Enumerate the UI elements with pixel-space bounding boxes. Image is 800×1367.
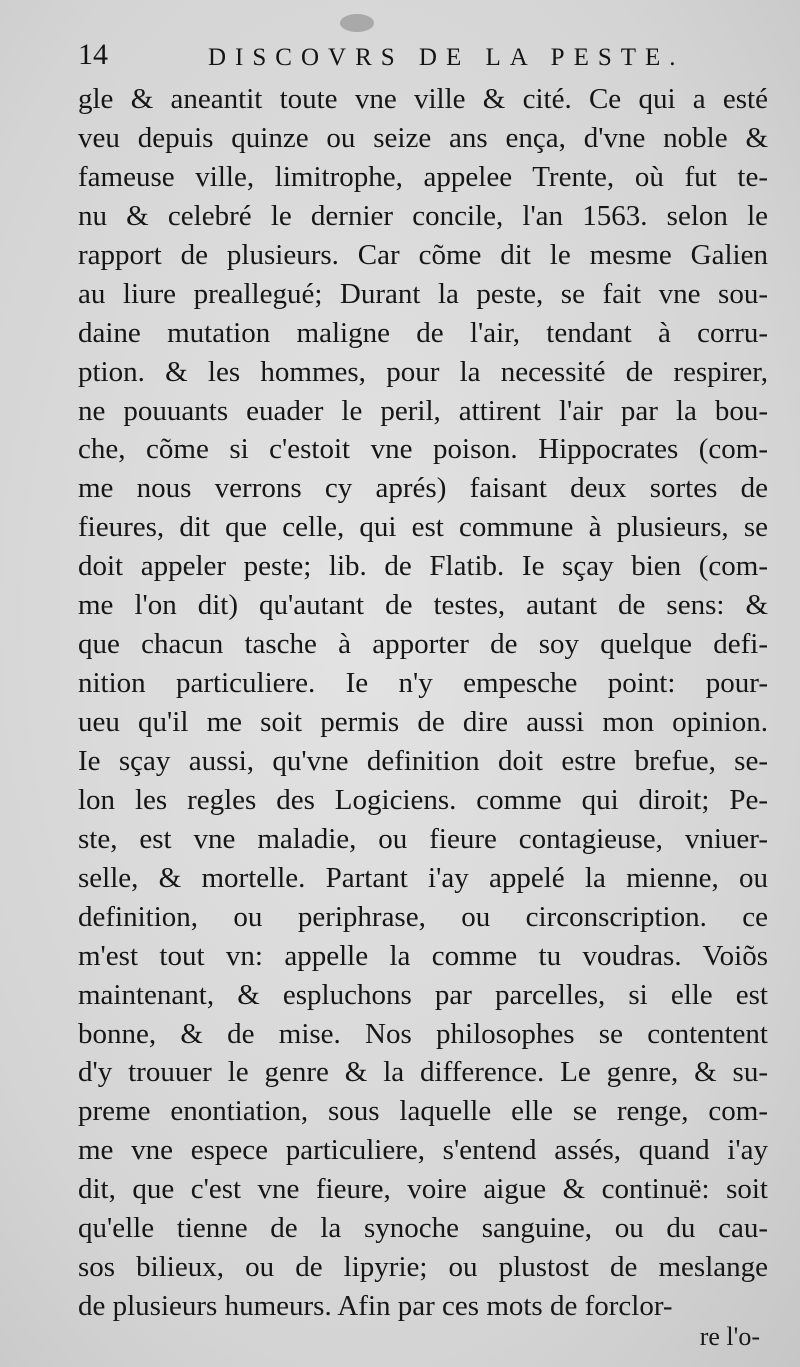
text-line: ne pouuants euader le peril, attirent l'air par la bou-	[78, 394, 768, 427]
running-head: DISCOVRS DE LA PESTE.	[208, 44, 685, 71]
text-line: bonne, & de mise. Nos philosophes se contentent	[78, 1017, 768, 1050]
text-line: maintenant, & espluchons par parcelles, si elle est	[78, 978, 768, 1011]
page-header	[78, 38, 760, 78]
text-line: me vne espece particuliere, s'entend assés, quand i'ay	[78, 1134, 768, 1167]
text-line: ste, est vne maladie, ou fieure contagieuse, vniuer-	[78, 822, 768, 855]
text-line: ueu qu'il me soit permis de dire aussi mon opinion.	[78, 706, 768, 738]
text-line: fameuse ville, limitrophe, appelee Trente, où fut te-	[78, 160, 768, 193]
text-line: veu depuis quinze ou seize ans ença, d'vne noble &	[78, 121, 768, 154]
text-line: m'est tout vn: appelle la comme tu voudras. Voiõs	[78, 939, 768, 972]
catchword: re l'o-	[699, 1322, 760, 1351]
text-line: nu & celebré le dernier concile, l'an 1563. selon le	[78, 199, 768, 232]
text-line: ption. & les hommes, pour la necessité de respirer,	[78, 355, 768, 388]
text-line: preme enontiation, sous laquelle elle se renge, com-	[78, 1095, 768, 1128]
text-line: me nous verrons cy aprés) faisant deux sortes de	[78, 472, 768, 505]
text-line: Ie sçay aussi, qu'vne definition doit estre brefue, se-	[78, 744, 768, 777]
text-line: me l'on dit) qu'autant de testes, autant de sens: &	[78, 589, 768, 622]
text-line: daine mutation maligne de l'air, tendant à corru-	[78, 316, 768, 349]
ink-blot	[340, 14, 374, 32]
text-line: rapport de plusieurs. Car cõme dit le mesme Galien	[78, 238, 768, 271]
text-line: nition particuliere. Ie n'y empesche point: pour-	[78, 667, 768, 700]
text-line: che, cõme si c'estoit vne poison. Hippocrates (com-	[78, 433, 768, 466]
text-line: que chacun tasche à apporter de soy quelque defi-	[78, 628, 768, 661]
text-line: de plusieurs humeurs. Afin par ces mots de forclor-	[78, 1290, 673, 1323]
body-text	[78, 80, 768, 1326]
text-line: dit, que c'est vne fieure, voire aigue & continuë: soit	[78, 1173, 768, 1206]
page-number: 14	[78, 38, 108, 71]
text-line: doit appeler peste; lib. de Flatib. Ie sçay bien (com-	[78, 550, 768, 583]
text-line: fieures, dit que celle, qui est commune à plusieurs, se	[78, 511, 768, 544]
text-line: au liure preallegué; Durant la peste, se fait vne sou-	[78, 277, 768, 310]
text-line: selle, & mortelle. Partant i'ay appelé la mienne, ou	[78, 861, 768, 894]
text-line: gle & aneantit toute vne ville & cité. Ce qui a esté	[78, 83, 768, 115]
text-line: d'y trouuer le genre & la difference. Le genre, & su-	[78, 1056, 768, 1089]
text-line: sos bilieux, ou de lipyrie; ou plustost de meslange	[78, 1251, 768, 1284]
text-line: definition, ou periphrase, ou circonscription. ce	[78, 900, 768, 933]
text-line: lon les regles des Logiciens. comme qui diroit; Pe-	[78, 783, 768, 816]
text-line: qu'elle tienne de la synoche sanguine, ou du cau-	[78, 1212, 768, 1245]
